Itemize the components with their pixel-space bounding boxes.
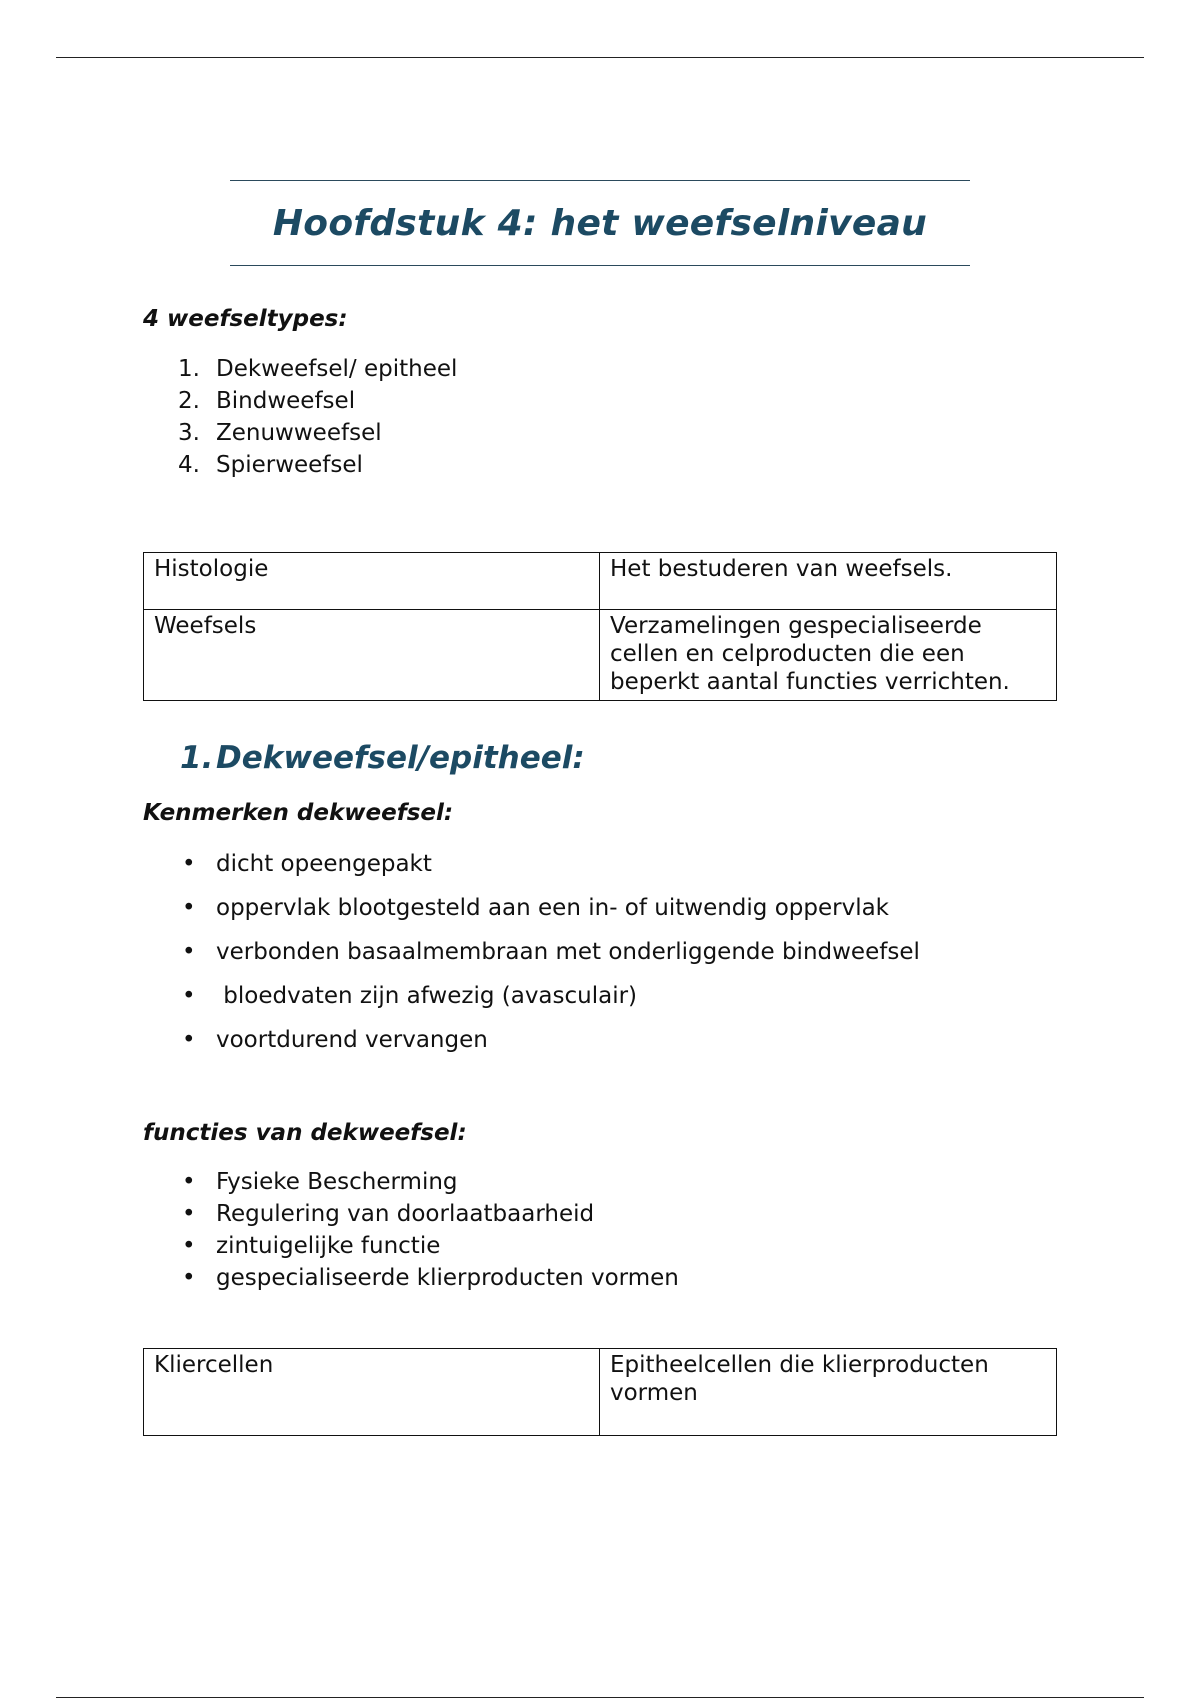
bullet: •	[182, 1201, 196, 1227]
table-cell-definition: Verzamelingen gespecialiseerde cellen en celproducten die een beperkt aantal functies verrichten.	[600, 610, 1057, 701]
table-cell-definition: Epitheelcellen die klierproducten vormen	[600, 1349, 1057, 1436]
section-heading	[180, 740, 585, 776]
types-label: 4 weefseltypes:	[143, 306, 348, 332]
table-cell-term: Kliercellen	[144, 1349, 600, 1436]
table-row	[144, 1349, 1057, 1436]
list-item: 3. Zenuwweefsel	[178, 420, 382, 446]
bullet: •	[182, 851, 196, 877]
table-cell-term: Weefsels	[144, 610, 600, 701]
list-item: • oppervlak blootgesteld aan een in- of uitwendig oppervlak	[178, 890, 920, 934]
list-item: 2. Bindweefsel	[178, 388, 356, 414]
bullet: •	[182, 1233, 196, 1259]
footer-rule	[56, 1697, 1144, 1698]
title-box	[230, 180, 970, 266]
list-item: • gespecialiseerde klierproducten vormen	[178, 1262, 679, 1294]
bullet: •	[182, 983, 196, 1009]
page-title: Hoofdstuk 4: het weefselniveau	[272, 202, 928, 244]
functies-list	[178, 1166, 679, 1294]
list-item: • voortdurend vervangen	[178, 1022, 920, 1066]
list-item: • Fysieke Bescherming	[178, 1166, 679, 1198]
tissue-types-list	[178, 353, 457, 481]
list-item: • verbonden basaalmembraan met onderliggende bindweefsel	[178, 934, 920, 978]
table-cell-term: Histologie	[144, 553, 600, 610]
table-cell-definition: Het bestuderen van weefsels.	[600, 553, 1057, 610]
bullet: •	[182, 1265, 196, 1291]
bullet: •	[182, 1169, 196, 1195]
table-row	[144, 610, 1057, 701]
header-rule	[56, 57, 1144, 58]
list-item: • Regulering van doorlaatbaarheid	[178, 1198, 679, 1230]
definitions-table	[143, 552, 1057, 701]
list-item: 4. Spierweefsel	[178, 452, 363, 478]
list-item: • bloedvaten zijn afwezig (avasculair)	[178, 978, 920, 1022]
bullet: •	[182, 939, 196, 965]
table-row	[144, 553, 1057, 610]
list-item: 1. Dekweefsel/ epitheel	[178, 356, 458, 382]
list-item: • zintuigelijke functie	[178, 1230, 679, 1262]
kenmerken-list	[178, 846, 920, 1066]
bullet: •	[182, 895, 196, 921]
section-number: 1.	[180, 740, 214, 776]
kliercellen-table	[143, 1348, 1057, 1436]
kenmerken-label: Kenmerken dekweefsel:	[143, 800, 454, 826]
section-title: Dekweefsel/epitheel:	[216, 740, 585, 776]
bullet: •	[182, 1027, 196, 1053]
functies-label: functies van dekweefsel:	[143, 1120, 467, 1146]
list-item: • dicht opeengepakt	[178, 846, 920, 890]
